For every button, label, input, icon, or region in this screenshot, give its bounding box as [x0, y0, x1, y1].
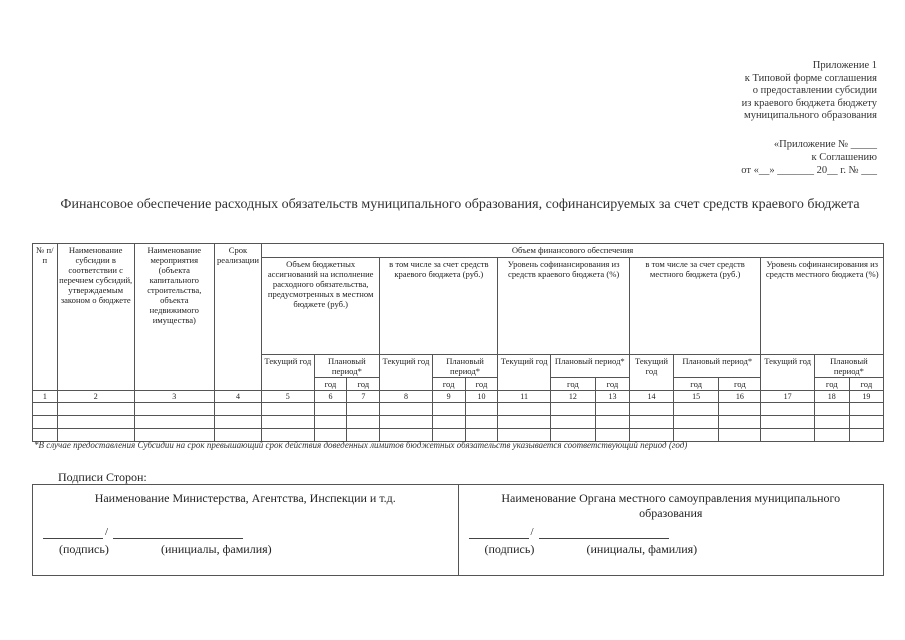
header-planned-period: Плановый период* — [432, 355, 498, 378]
header-group-local-budget: Объем бюджетных ассигнований на исполнение расходного обязательства, предусмотренных в местном бюджете (руб.) — [262, 258, 380, 355]
header-year: год — [432, 378, 465, 391]
signature-caption: (подпись) — [484, 542, 535, 556]
column-number: 8 — [380, 391, 432, 403]
header-year: год — [719, 378, 761, 391]
appendix-line: к Типовой форме соглашения — [744, 72, 877, 84]
header-current-year: Текущий год — [380, 355, 432, 391]
column-number: 18 — [814, 391, 849, 403]
footnote: *В случае предоставления Субсидии на срок превышающий срок действия доведенных лимитов бюджетных обязательств указывается соответствующий период (год) — [34, 440, 688, 450]
agreement-reference — [741, 138, 877, 177]
agreement-line: от «__» _______ 20__ г. № ___ — [741, 165, 877, 176]
signature-field[interactable] — [43, 528, 253, 540]
table-row — [33, 416, 884, 429]
signature-line — [33, 526, 458, 566]
header-year: год — [465, 378, 498, 391]
header-year: год — [814, 378, 849, 391]
appendix-line: о предоставлении субсидии — [752, 85, 877, 96]
column-number: 15 — [674, 391, 719, 403]
header-subsidy-name: Наименование субсидии в соответствии с перечнем субсидий, утверждаемым законом о бюджете — [57, 244, 134, 391]
header-year: год — [314, 378, 347, 391]
column-number: 10 — [465, 391, 498, 403]
header-planned-period: Плановый период* — [550, 355, 629, 378]
document-title: Финансовое обеспечение расходных обязательств муниципального образования, софинансируемых за счет средств краевого бюджета — [60, 197, 860, 212]
party-name-municipality: Наименование Органа местного самоуправления муниципального образования — [501, 491, 841, 520]
appendix-line: муниципального образования — [744, 110, 877, 121]
column-number: 7 — [347, 391, 380, 403]
header-term: Срок реализации — [214, 244, 261, 391]
column-number: 19 — [849, 391, 883, 403]
header-current-year: Текущий год — [262, 355, 314, 391]
signature-caption: (подпись) — [59, 542, 109, 556]
initials-caption: (инициалы, фамилия) — [586, 542, 698, 556]
header-planned-period: Плановый период* — [674, 355, 761, 378]
header-current-year: Текущий год — [498, 355, 550, 391]
header-year: год — [849, 378, 883, 391]
header-year: год — [595, 378, 629, 391]
agreement-line: «Приложение № _____ — [773, 139, 877, 150]
signature-slash: / — [105, 526, 109, 538]
column-number: 17 — [761, 391, 814, 403]
header-planned-period: Плановый период* — [314, 355, 380, 378]
header-year: год — [550, 378, 595, 391]
appendix-line: из краевого бюджета бюджету — [741, 97, 877, 109]
header-group-local-level: Уровень софинансирования из средств местного бюджета (%) — [761, 258, 884, 355]
financing-table — [32, 243, 884, 442]
signatures-table — [32, 484, 884, 576]
signatures-label: Подписи Сторон: — [58, 470, 147, 484]
header-current-year: Текущий год — [629, 355, 673, 391]
column-number: 6 — [314, 391, 347, 403]
appendix-header — [742, 60, 877, 123]
header-group-regional-level: Уровень софинансирования из средств краевого бюджета (%) — [498, 258, 630, 355]
signature-block-ministry — [33, 485, 459, 576]
signature-slash: / — [530, 526, 534, 538]
header-year: год — [674, 378, 719, 391]
column-number: 9 — [432, 391, 465, 403]
header-event-name: Наименование мероприятия (объекта капитального строительства, объекта недвижимого имущества) — [134, 244, 214, 391]
column-number: 5 — [262, 391, 314, 403]
column-number: 12 — [550, 391, 595, 403]
header-year: год — [347, 378, 380, 391]
column-number: 11 — [498, 391, 550, 403]
column-number: 1 — [33, 391, 58, 403]
agreement-line: к Соглашению — [811, 152, 877, 163]
initials-caption: (инициалы, фамилия) — [161, 542, 272, 556]
party-name-ministry: Наименование Министерства, Агентства, Инспекции и т.д. — [94, 491, 396, 505]
column-number: 16 — [719, 391, 761, 403]
column-number: 2 — [57, 391, 134, 403]
column-number: 3 — [134, 391, 214, 403]
column-number: 4 — [214, 391, 261, 403]
header-number: № п/п — [33, 244, 58, 391]
header-financing-volume: Объем финансового обеспечения — [262, 244, 884, 258]
column-number-row — [33, 391, 884, 403]
column-number: 14 — [629, 391, 673, 403]
column-number: 13 — [595, 391, 629, 403]
header-planned-period: Плановый период* — [814, 355, 883, 378]
signature-line — [459, 526, 884, 566]
table-row — [33, 403, 884, 416]
header-group-regional-funds: в том числе за счет средств краевого бюджета (руб.) — [380, 258, 498, 355]
header-group-local-funds: в том числе за счет средств местного бюджета (руб.) — [629, 258, 761, 355]
signature-block-municipality — [458, 485, 884, 576]
signature-field[interactable] — [469, 528, 679, 540]
appendix-line: Приложение 1 — [812, 60, 877, 71]
header-current-year: Текущий год — [761, 355, 814, 391]
